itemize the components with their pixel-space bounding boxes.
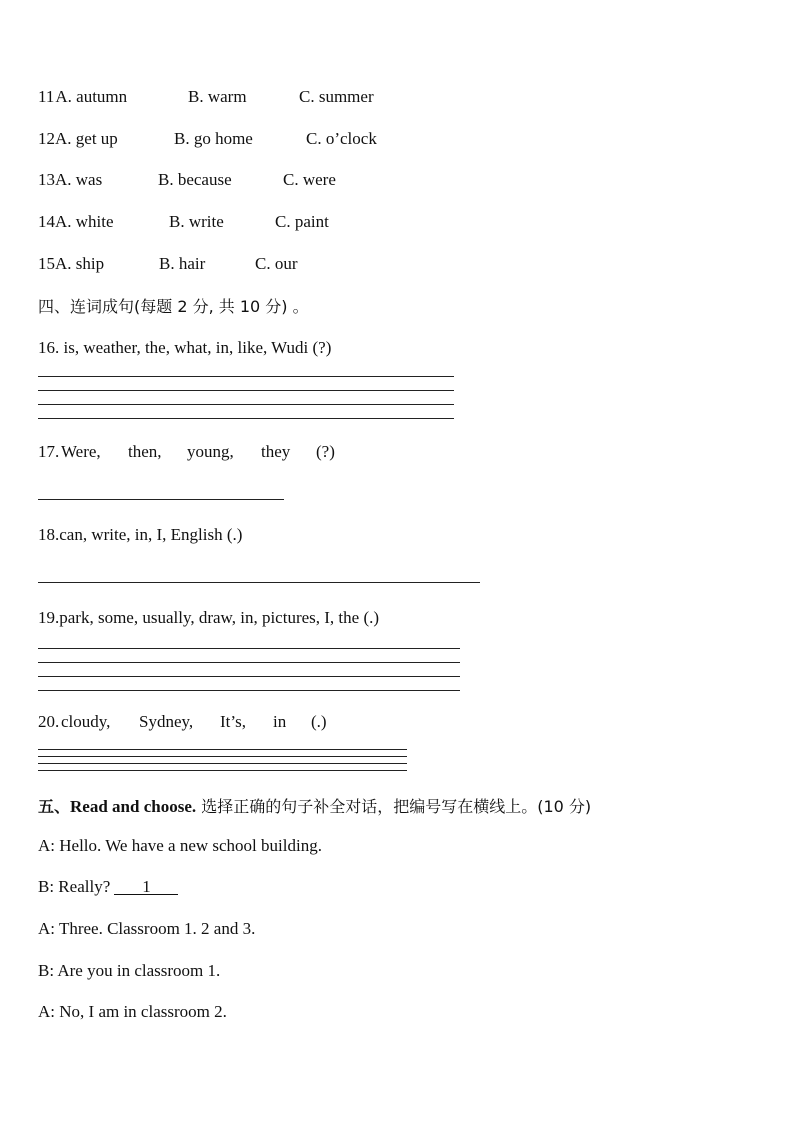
word-token: they [261,442,291,461]
answer-line [38,756,407,757]
section-5-title: Read and choose. [70,797,197,816]
answer-line [38,390,454,391]
answer-line [38,749,407,750]
word-token: (?) [316,442,335,461]
section-4-heading: 四、连词成句(每题 2 分, 共 10 分) 。 [38,297,309,316]
answer-line [38,690,460,691]
choice-number: 14 [38,212,55,231]
dialogue-line: B: Are you in classroom 1. [38,961,221,980]
option-b: B. warm [188,87,247,106]
answer-line [38,404,454,405]
option-a: A. autumn [55,87,128,106]
answer-lines-18 [38,582,480,583]
option-c: C. were [283,170,336,189]
option-b: B. hair [159,254,206,273]
dialogue-line: A: No, I am in classroom 2. [38,1002,227,1021]
answer-line [38,763,407,764]
word-token: in [273,712,287,731]
choice-row [38,170,336,190]
option-b: B. go home [174,129,253,148]
choice-row [38,87,374,107]
dialogue-line [38,877,178,897]
dialogue-line: A: Three. Classroom 1. 2 and 3. [38,919,256,938]
answer-line [38,418,454,419]
answer-lines-20 [38,749,407,771]
answer-lines-17 [38,499,284,500]
choice-number: 12 [38,129,55,148]
choice-number: 11 [38,87,55,106]
section-5-heading [38,794,591,817]
question-20 [38,712,338,734]
answer-line [38,582,480,583]
dialogue-line: A: Hello. We have a new school building. [38,836,322,855]
answer-line [38,770,407,771]
option-c: C. our [255,254,298,273]
option-c: C. paint [275,212,329,231]
dialogue-speaker-text: B: Really? [38,877,115,896]
word-token: Were, [61,442,101,461]
question-16: 16. is, weather, the, what, in, like, Wudi (?) [38,338,332,357]
answer-blank[interactable]: 1 [114,879,178,895]
answer-line [38,648,460,649]
word-token: young, [187,442,234,461]
question-17 [38,442,358,464]
question-number: 17. [38,442,60,461]
option-b: B. because [158,170,232,189]
option-a: A. ship [55,254,105,273]
question-18: 18.can, write, in, I, English (.) [38,525,243,544]
word-token: (.) [311,712,327,731]
answer-line [38,376,454,377]
choice-row [38,212,329,232]
answer-line [38,662,460,663]
word-token: Sydney, [139,712,194,731]
answer-lines-16 [38,376,454,419]
question-number: 20. [38,712,60,731]
word-token: cloudy, [61,712,111,731]
option-a: A. was [55,170,103,189]
word-token: then, [128,442,162,461]
section-5-instructions: 选择正确的句子补全对话，把编号写在横线上。(10 分) [196,797,592,816]
option-c: C. summer [299,87,374,106]
choice-row [38,129,377,149]
answer-lines-19 [38,648,460,691]
option-b: B. write [169,212,224,231]
question-19: 19.park, some, usually, draw, in, pictures, I, the (.) [38,608,380,627]
section-5-prefix: 五、 [38,797,71,816]
answer-line [38,676,460,677]
choice-number: 13 [38,170,55,189]
word-token: It’s, [220,712,246,731]
option-a: A. get up [55,129,118,148]
option-a: A. white [55,212,114,231]
option-c: C. o’clock [306,129,377,148]
answer-line [38,499,284,500]
choice-number: 15 [38,254,55,273]
choice-row [38,254,298,274]
